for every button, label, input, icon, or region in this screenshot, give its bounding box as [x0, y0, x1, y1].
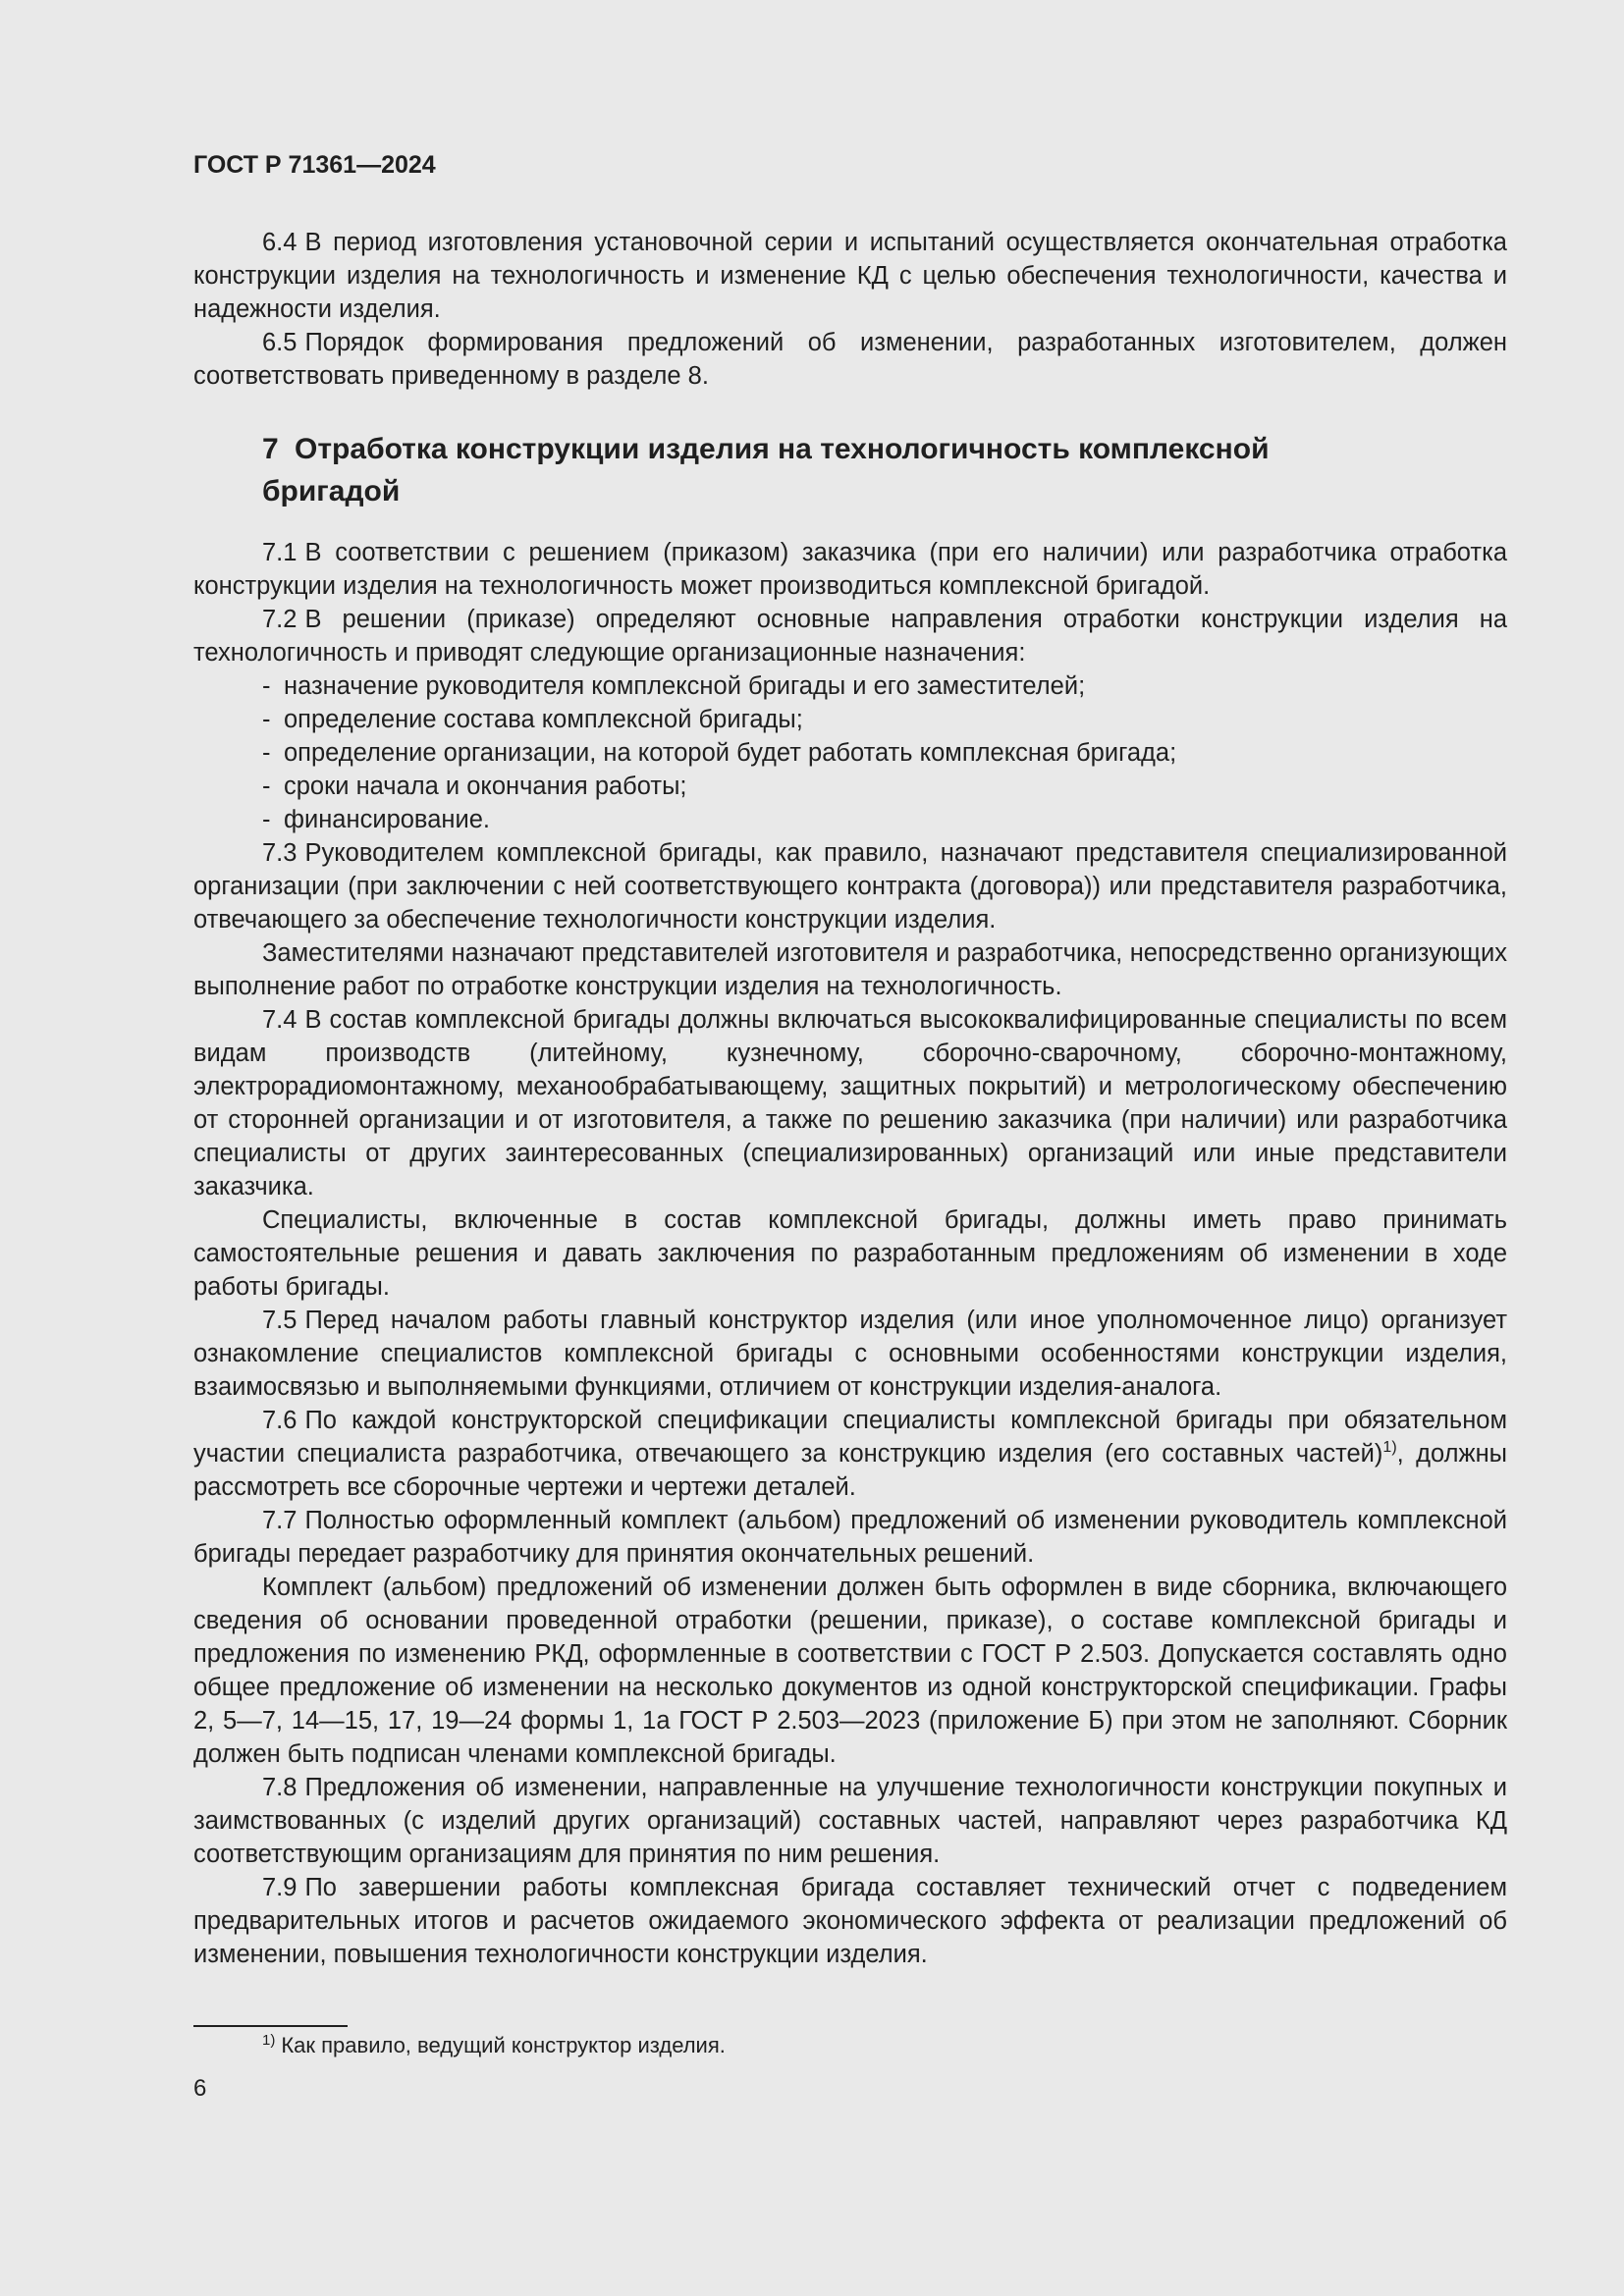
clause-number: 7.9 [262, 1874, 298, 1901]
clause-number: 7.8 [262, 1774, 298, 1801]
page-number: 6 [193, 2075, 207, 2102]
paragraph-7-1 [193, 536, 1507, 603]
section-7-title [262, 428, 1507, 512]
assignments-list [193, 669, 1507, 836]
paragraph-7-4 [193, 1003, 1507, 1203]
clause-text-continued: , должны рассмотреть все сборочные чертежи и чертежи деталей. [193, 1440, 1507, 1501]
paragraph-7-5 [193, 1304, 1507, 1404]
clause-text: Порядок формирования предложений об изменении, разработанных изготовителем, должен соответствовать приведенному в разделе 8. [193, 329, 1507, 390]
clause-number: 7.4 [262, 1006, 298, 1034]
clause-number: 7.6 [262, 1407, 298, 1434]
paragraph-7-2 [193, 603, 1507, 669]
document-header: ГОСТ Р 71361—2024 [193, 151, 436, 179]
paragraph-7-7-album: Комплект (альбом) предложений об изменении должен быть оформлен в виде сборника, включающего сведения об основании проведенной отработки (решении, приказе), о составе комплексной бригады и предложения по изменению РКД, оформленные в соответствии с ГОСТ Р 2.503. Допускается составлять одно общее предложение об изменении на несколько документов из одной конструкторской спецификации. Графы 2, 5—7, 14—15, 17, 19—24 формы 1, 1а ГОСТ Р 2.503—2023 (приложение Б) при этом не заполняют. Сборник должен быть подписан членами комплексной бригады. [193, 1574, 1507, 1768]
paragraph-7-4-specialists: Специалисты, включенные в состав комплексной бригады, должны иметь право принимать самостоятельные решения и давать заключения по разработанным предложениям об изменении в ходе работы бригады. [193, 1206, 1507, 1301]
list-item: - назначение руководителя комплексной бригады и его заместителей; [262, 672, 1086, 700]
clause-text: В решении (приказе) определяют основные направления отработки конструкции изделия на технологичность и приводят следующие организационные назначения: [193, 606, 1507, 667]
list-item: - финансирование. [262, 806, 490, 833]
footnote-text: Как правило, ведущий конструктор изделия. [281, 2033, 726, 2057]
clause-number: 7.2 [262, 606, 298, 633]
clause-number: 6.5 [262, 329, 298, 356]
list-item: - сроки начала и окончания работы; [262, 773, 687, 800]
clause-number: 7.5 [262, 1307, 298, 1334]
clause-number: 7.3 [262, 839, 298, 867]
clause-text: Руководителем комплексной бригады, как правило, назначают представителя специализированной организации (при заключении с ней соответствующего контракта (договора)) или представителя разработчика, отвечающего за обеспечение технологичности конструкции изделия. [193, 839, 1507, 934]
list-item: - определение состава комплексной бригады; [262, 706, 803, 733]
clause-text: По каждой конструкторской спецификации специалисты комплексной бригады при обязательном участии специалиста разработчика, отвечающего за конструкцию изделия (его составных частей) [193, 1407, 1507, 1468]
clause-text: В состав комплексной бригады должны включаться высококвалифицированные специалисты по всем видам производств (литейному, кузнечному, сборочно-сварочному, сборочно-монтажному, электрорадиомонтажному, механообрабатывающему, защитных покрытий) и метрологическому обеспечению от сторонней организации и от изготовителя, а также по решению заказчика (при наличии) или разработчика специалисты от других заинтересованных (специализированных) организаций или иные представители заказчика. [193, 1006, 1507, 1201]
paragraph-6-4 [193, 226, 1507, 326]
paragraph-7-7 [193, 1504, 1507, 1571]
paragraph-7-3-deputies: Заместителями назначают представителей изготовителя и разработчика, непосредственно организующих выполнение работ по отработке конструкции изделия на технологичность. [193, 939, 1507, 1000]
clause-text: По завершении работы комплексная бригада составляет технический отчет с подведением предварительных итогов и расчетов ожидаемого экономического эффекта от реализации предложений об изменении, повышения технологичности конструкции изделия. [193, 1874, 1507, 1968]
paragraph-7-6 [193, 1404, 1507, 1504]
list-item: - определение организации, на которой будет работать комплексная бригада; [262, 739, 1177, 767]
clause-text: В соответствии с решением (приказом) заказчика (при его наличии) или разработчика отработка конструкции изделия на технологичность может производиться комплексной бригадой. [193, 539, 1507, 600]
clause-text: Предложения об изменении, направленные на улучшение технологичности конструкции покупных и заимствованных (с изделий других организаций) составных частей, направляют через разработчика КД соответствующим организациям для принятия по ним решения. [193, 1774, 1507, 1868]
footnote-marker: 1) [262, 2032, 276, 2049]
footnote-divider [193, 2025, 348, 2027]
section-number: 7 [262, 433, 279, 465]
clause-text: В период изготовления установочной серии и испытаний осуществляется окончательная отработка конструкции изделия на технологичность и изменение КД с целью обеспечения технологичности, качества и надежности изделия. [193, 229, 1507, 323]
clause-text: Полностью оформленный комплект (альбом) предложений об изменении руководитель комплексной бригады передает разработчику для принятия окончательных решений. [193, 1507, 1507, 1568]
clause-number: 6.4 [262, 229, 298, 256]
clause-text: Перед началом работы главный конструктор изделия (или иное уполномоченное лицо) организует ознакомление специалистов комплексной бригады с основными особенностями конструкции изделия, взаимосвязью и выполняемыми функциями, отличием от конструкции изделия-аналога. [193, 1307, 1507, 1401]
clause-number: 7.7 [262, 1507, 298, 1534]
paragraph-6-5 [193, 326, 1507, 393]
paragraph-7-8 [193, 1771, 1507, 1871]
paragraph-7-3 [193, 836, 1507, 936]
footnote [262, 2031, 726, 2060]
section-title-text: Отработка конструкции изделия на технологичность комплексной бригадой [262, 433, 1270, 507]
document-page [193, 147, 1507, 1971]
clause-number: 7.1 [262, 539, 298, 566]
footnote-ref[interactable]: 1) [1382, 1439, 1397, 1456]
paragraph-7-9 [193, 1871, 1507, 1971]
